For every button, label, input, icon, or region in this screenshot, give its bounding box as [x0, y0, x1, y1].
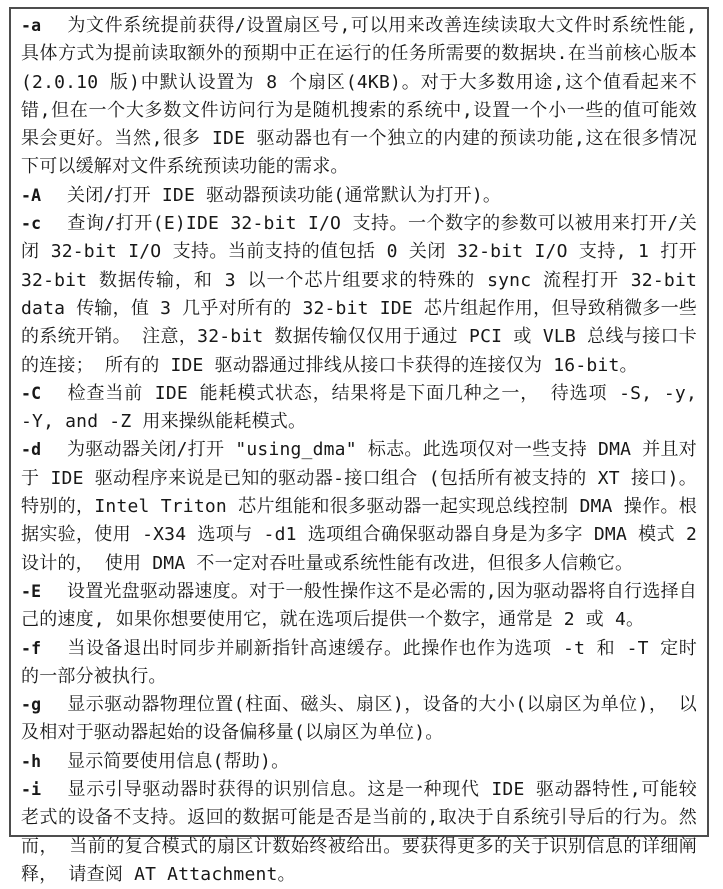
option-entry — [21, 776, 697, 889]
option-entry — [21, 635, 697, 692]
option-flag: -c — [21, 214, 42, 234]
option-entry — [21, 691, 697, 748]
option-description: 查询/打开(E)IDE 32-bit I/O 支持。一个数字的参数可以被用来打开/关闭 32-bit I/O 支持。当前支持的值包括 0 关闭 32-bit I/O 支持, 1 打开 32-bit 数据传输，和 3 以一个芯片组要求的特殊的 sync 流程打开 32-bit data 传输，值 3 几乎对所有的 32-bit IDE 芯片组起作用，但导致稍微多一些的系统开销。 注意，32-bit 数据传输仅仅用于通过 PCI 或 VLB 总线与接口卡的连接； 所有的 IDE 驱动器通过排线从接口卡获得的连接仅为 16-bit。 — [21, 213, 697, 376]
option-flag: -A — [21, 185, 42, 205]
option-description: 显示引导驱动器时获得的识别信息。这是一种现代 IDE 驱动器特性,可能较老式的设备不支持。返回的数据可能是否是当前的,取决于自系统引导后的行为。然而， 当前的复合模式的扇区计数始终被给出。要获得更多的关于识别信息的详细阐释， 请查阅 AT Attachment。 — [21, 779, 697, 885]
option-flag: -f — [21, 638, 42, 658]
option-description: 显示驱动器物理位置(柱面、磁头、扇区)，设备的大小(以扇区为单位)， 以及相对于驱动器起始的设备偏移量(以扇区为单位)。 — [21, 694, 697, 744]
option-flag: -d — [21, 440, 42, 460]
option-description: 为文件系统提前获得/设置扇区号,可以用来改善连续读取大文件时系统性能,具体方式为提前读取额外的预期中正在运行的任务所需要的数据块.在当前核心版本(2.0.10 版)中默认设置为 8 个扇区(4KB)。对于大多数用途,这个值看起来不错,但在一个大多数文件访问行为是随机搜索的系统中,设置一个小一些的值可能效果会更好。当然,很多 IDE 驱动器也有一个独立的内建的预读功能,这在很多情况下可以缓解对文件系统预读功能的需求。 — [21, 15, 697, 178]
option-description: 关闭/打开 IDE 驱动器预读功能(通常默认为打开)。 — [67, 184, 502, 206]
option-description: 为驱动器关闭/打开 "using_dma" 标志。此选项仅对一些支持 DMA 并且对于 IDE 驱动程序来说是已知的驱动器-接口组合 (包括所有被支持的 XT 接口)。特别的，Intel Triton 芯片组能和很多驱动器一起实现总线控制 DMA 操作。根据实验，使用 -X34 选项与 -d1 选项组合确保驱动器自身是为多字 DMA 模式 2 设计的， 使用 DMA 不一定对吞吐量或系统性能有改进，但很多人信赖它。 — [21, 439, 697, 574]
option-description: 设置光盘驱动器速度。对于一般性操作这不是必需的,因为驱动器将自行选择自己的速度, 如果你想要使用它，就在选项后提供一个数字，通常是 2 或 4。 — [21, 580, 697, 631]
option-entry — [21, 380, 697, 437]
document-page — [9, 7, 709, 885]
option-flag: -a — [21, 16, 42, 35]
option-description: 检查当前 IDE 能耗模式状态，结果将是下面几种之一， 待选项 -S, -y, -Y, and -Z 用来操纵能耗模式。 — [21, 382, 697, 433]
option-description: 当设备退出时同步并刷新指针高速缓存。此操作也作为选项 -t 和 -T 定时的一部分被执行。 — [21, 637, 697, 687]
option-entry — [21, 748, 697, 776]
option-flag: -g — [21, 695, 42, 715]
option-flag: -i — [21, 780, 42, 800]
option-entry — [21, 12, 697, 182]
option-description: 显示简要使用信息(帮助)。 — [67, 750, 290, 772]
option-flag: -E — [21, 581, 42, 601]
option-entry — [21, 182, 697, 210]
option-entry — [21, 210, 697, 380]
option-flag: -C — [21, 383, 42, 403]
option-entry — [21, 436, 697, 577]
option-flag: -h — [21, 751, 42, 771]
option-entry — [21, 578, 697, 635]
